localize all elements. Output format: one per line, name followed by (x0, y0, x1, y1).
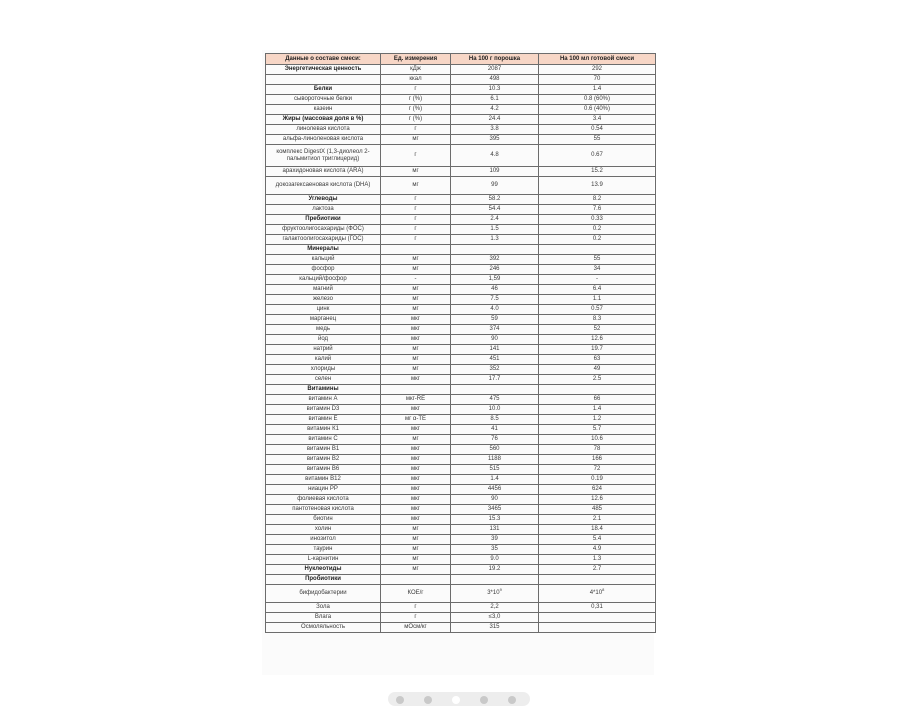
cell-per-100ml: 2.7 (539, 565, 656, 575)
cell-unit: г (381, 195, 451, 205)
cell-unit: мкг (381, 315, 451, 325)
cell-per-100g: 17.7 (451, 375, 539, 385)
cell-name: инозитол (266, 535, 381, 545)
cell-name: биотин (266, 515, 381, 525)
composition-table (265, 53, 656, 633)
table-row (266, 435, 656, 445)
table-row (266, 455, 656, 465)
table-row (266, 405, 656, 415)
cell-per-100g: 46 (451, 285, 539, 295)
cell-per-100g: 392 (451, 255, 539, 265)
cell-per-100g (451, 385, 539, 395)
cell-per-100ml: 49 (539, 365, 656, 375)
cell-name: калий (266, 355, 381, 365)
table-row (266, 167, 656, 177)
cell-unit: мкг (381, 485, 451, 495)
table-row (266, 623, 656, 633)
cell-per-100g: 246 (451, 265, 539, 275)
cell-per-100g: ≤3,0 (451, 613, 539, 623)
cell-per-100ml: 2.5 (539, 375, 656, 385)
table-row (266, 375, 656, 385)
cell-name: казеин (266, 105, 381, 115)
cell-name: фруктоолигосахариды (ФОС) (266, 225, 381, 235)
cell-name: Пробиотики (266, 575, 381, 585)
cell-per-100ml: 166 (539, 455, 656, 465)
cell-per-100ml: 34 (539, 265, 656, 275)
cell-per-100ml: 52 (539, 325, 656, 335)
table-row (266, 603, 656, 613)
cell-per-100g: 35 (451, 545, 539, 555)
cell-unit: мкг (381, 325, 451, 335)
cell-unit: мкг (381, 405, 451, 415)
cell-unit: мОсм/кг (381, 623, 451, 633)
cell-per-100g: 58.2 (451, 195, 539, 205)
cell-per-100g: $3*10^9$ (451, 585, 539, 603)
cell-unit: мкг (381, 475, 451, 485)
cell-unit: мг (381, 177, 451, 195)
cell-per-100ml: 1.3 (539, 555, 656, 565)
cell-unit: мкг (381, 445, 451, 455)
cell-unit: мкг (381, 375, 451, 385)
cell-unit: мг (381, 285, 451, 295)
cell-name: кальций (266, 255, 381, 265)
cell-per-100g: 99 (451, 177, 539, 195)
carousel-dot[interactable] (424, 696, 432, 704)
cell-per-100ml (539, 575, 656, 585)
cell-name: фосфор (266, 265, 381, 275)
cell-name: сывороточные белки (266, 95, 381, 105)
table-row (266, 285, 656, 295)
cell-per-100ml: 1.1 (539, 295, 656, 305)
cell-unit (381, 245, 451, 255)
carousel-dot[interactable] (508, 696, 516, 704)
cell-unit: мг (381, 555, 451, 565)
cell-unit: мг (381, 295, 451, 305)
cell-name: Минералы (266, 245, 381, 255)
table-row (266, 415, 656, 425)
cell-per-100g: 54.4 (451, 205, 539, 215)
table-row (266, 135, 656, 145)
cell-name: витамин С (266, 435, 381, 445)
cell-unit: г (381, 225, 451, 235)
table-row (266, 205, 656, 215)
cell-name: витамин В1 (266, 445, 381, 455)
cell-per-100ml: 55 (539, 255, 656, 265)
cell-unit: мг (381, 545, 451, 555)
cell-per-100ml: 6.4 (539, 285, 656, 295)
cell-name: Нуклеотиды (266, 565, 381, 575)
cell-per-100ml: 5.7 (539, 425, 656, 435)
table-row (266, 225, 656, 235)
cell-per-100ml (539, 623, 656, 633)
table-row (266, 475, 656, 485)
table-row (266, 345, 656, 355)
table-row (266, 195, 656, 205)
cell-per-100ml: 0.2 (539, 235, 656, 245)
cell-per-100ml: 2.1 (539, 515, 656, 525)
cell-per-100ml: 19.7 (539, 345, 656, 355)
cell-per-100ml: 0.54 (539, 125, 656, 135)
cell-per-100ml: 0,31 (539, 603, 656, 613)
cell-unit: мг (381, 525, 451, 535)
header-per-100g: На 100 г порошка (451, 54, 539, 65)
cell-unit: г (%) (381, 115, 451, 125)
cell-unit: мкг (381, 465, 451, 475)
cell-per-100g: 76 (451, 435, 539, 445)
cell-per-100ml: 7.6 (539, 205, 656, 215)
cell-per-100g: 4456 (451, 485, 539, 495)
cell-per-100g: 2087 (451, 65, 539, 75)
cell-per-100ml: 3.4 (539, 115, 656, 125)
cell-per-100g: 109 (451, 167, 539, 177)
cell-per-100g: 8.5 (451, 415, 539, 425)
cell-per-100ml: 63 (539, 355, 656, 365)
cell-per-100g: 1,59 (451, 275, 539, 285)
cell-name: L-карнитин (266, 555, 381, 565)
cell-name: железо (266, 295, 381, 305)
cell-per-100g: 1.5 (451, 225, 539, 235)
cell-per-100g: 59 (451, 315, 539, 325)
cell-per-100g: 1.4 (451, 475, 539, 485)
cell-per-100g: 9.0 (451, 555, 539, 565)
cell-per-100g: 141 (451, 345, 539, 355)
cell-per-100ml: 10.6 (539, 435, 656, 445)
table-row (266, 445, 656, 455)
header-composition: Данные о составе смеси: (266, 54, 381, 65)
table-row (266, 565, 656, 575)
table-row (266, 535, 656, 545)
cell-unit: мг (381, 435, 451, 445)
cell-per-100g: 4.2 (451, 105, 539, 115)
cell-name: арахидоновая кислота (ARA) (266, 167, 381, 177)
cell-per-100ml: 0.67 (539, 145, 656, 167)
cell-per-100g (451, 245, 539, 255)
table-row (266, 365, 656, 375)
table-row (266, 395, 656, 405)
cell-name: медь (266, 325, 381, 335)
cell-name: витамин А (266, 395, 381, 405)
cell-unit: г (381, 125, 451, 135)
table-row (266, 325, 656, 335)
cell-name: Зола (266, 603, 381, 613)
cell-per-100g: 39 (451, 535, 539, 545)
table-row (266, 555, 656, 565)
cell-unit (381, 385, 451, 395)
table-row (266, 525, 656, 535)
cell-name: холин (266, 525, 381, 535)
table-row (266, 115, 656, 125)
cell-unit: г (381, 603, 451, 613)
exponent: 9 (499, 587, 502, 592)
table-row (266, 495, 656, 505)
cell-unit: г (381, 235, 451, 245)
table-row (266, 295, 656, 305)
cell-per-100g: 2.4 (451, 215, 539, 225)
cell-per-100ml: 72 (539, 465, 656, 475)
table-row (266, 335, 656, 345)
cell-name: Жиры (массовая доля в %) (266, 115, 381, 125)
cell-per-100g: 374 (451, 325, 539, 335)
cell-name: фолиевая кислота (266, 495, 381, 505)
cell-unit: мг (381, 355, 451, 365)
cell-unit: мкг (381, 425, 451, 435)
carousel-indicator (388, 692, 530, 706)
cell-name: лактоза (266, 205, 381, 215)
cell-per-100ml: 0.6 (40%) (539, 105, 656, 115)
cell-name: Влага (266, 613, 381, 623)
cell-name: комплекс DigestX (1,3-диолеол 2-пальмитиол триглицерид) (266, 145, 381, 167)
cell-per-100ml: 0.33 (539, 215, 656, 225)
table-row (266, 105, 656, 115)
cell-per-100g: 1.3 (451, 235, 539, 245)
table-row (266, 85, 656, 95)
cell-name (266, 75, 381, 85)
table-row (266, 545, 656, 555)
cell-unit: мг (381, 167, 451, 177)
cell-unit: мг (381, 565, 451, 575)
table-row (266, 613, 656, 623)
cell-unit: г (381, 85, 451, 95)
cell-name: Углеводы (266, 195, 381, 205)
cell-per-100ml: 1.2 (539, 415, 656, 425)
cell-per-100ml: 4.9 (539, 545, 656, 555)
header-unit: Ед. измерения (381, 54, 451, 65)
table-row (266, 215, 656, 225)
table-row (266, 275, 656, 285)
cell-unit: мг α-ТЕ (381, 415, 451, 425)
cell-unit: кДж (381, 65, 451, 75)
cell-unit: мг (381, 305, 451, 315)
cell-name: таурин (266, 545, 381, 555)
cell-unit: мг (381, 345, 451, 355)
cell-name: йод (266, 335, 381, 345)
cell-per-100g: 4.0 (451, 305, 539, 315)
cell-name: марганец (266, 315, 381, 325)
table-row (266, 465, 656, 475)
cell-per-100g: 90 (451, 495, 539, 505)
cell-per-100ml: 55 (539, 135, 656, 145)
cell-per-100g: 90 (451, 335, 539, 345)
cell-name: хлориды (266, 365, 381, 375)
cell-name: витамин В6 (266, 465, 381, 475)
cell-per-100g: 395 (451, 135, 539, 145)
cell-unit: мкг (381, 515, 451, 525)
cell-per-100ml: 0.19 (539, 475, 656, 485)
cell-per-100ml: $4*10^8$ (539, 585, 656, 603)
cell-name: Осмоляльность (266, 623, 381, 633)
cell-per-100ml: 1.4 (539, 405, 656, 415)
cell-name: селен (266, 375, 381, 385)
table-row (266, 65, 656, 75)
cell-name: Витамины (266, 385, 381, 395)
cell-per-100g: 2,2 (451, 603, 539, 613)
cell-name: витамин Е (266, 415, 381, 425)
cell-name: Белки (266, 85, 381, 95)
cell-name: линолевая кислота (266, 125, 381, 135)
cell-per-100g: 24.4 (451, 115, 539, 125)
cell-unit: мг (381, 265, 451, 275)
cell-per-100g: 3.8 (451, 125, 539, 135)
cell-name: докозагексаеновая кислота (DHA) (266, 177, 381, 195)
cell-per-100ml: 18.4 (539, 525, 656, 535)
cell-per-100ml: 12.6 (539, 495, 656, 505)
cell-per-100ml (539, 613, 656, 623)
carousel-dot[interactable] (396, 696, 404, 704)
cell-per-100ml (539, 245, 656, 255)
cell-unit: г (381, 145, 451, 167)
cell-per-100g: 7.5 (451, 295, 539, 305)
table-row (266, 355, 656, 365)
cell-unit: мг (381, 365, 451, 375)
table-header-row (266, 54, 656, 65)
table-row (266, 245, 656, 255)
cell-per-100g: 19.2 (451, 565, 539, 575)
cell-unit: мкг (381, 495, 451, 505)
header-per-100ml: На 100 мл готовой смеси (539, 54, 656, 65)
cell-name: Энергетическая ценность (266, 65, 381, 75)
cell-unit: КОЕ/г (381, 585, 451, 603)
cell-per-100g: 3465 (451, 505, 539, 515)
cell-name: магний (266, 285, 381, 295)
cell-name: альфа-линоленовая кислота (266, 135, 381, 145)
cell-per-100g: 315 (451, 623, 539, 633)
table-row (266, 265, 656, 275)
cell-per-100g: 15.3 (451, 515, 539, 525)
cell-name: кальций/фосфор (266, 275, 381, 285)
cell-unit: мкг (381, 505, 451, 515)
cell-unit (381, 575, 451, 585)
cell-per-100g: 6.1 (451, 95, 539, 105)
cell-per-100ml: 70 (539, 75, 656, 85)
cell-per-100ml: 485 (539, 505, 656, 515)
cell-unit: г (381, 205, 451, 215)
cell-unit: ккал (381, 75, 451, 85)
cell-name: галактоолигосахариды (ГОС) (266, 235, 381, 245)
cell-per-100g: 475 (451, 395, 539, 405)
cell-per-100ml: 292 (539, 65, 656, 75)
cell-per-100ml: 15.2 (539, 167, 656, 177)
table-row (266, 255, 656, 265)
table-row (266, 425, 656, 435)
cell-unit: г (%) (381, 105, 451, 115)
table-row (266, 485, 656, 495)
cell-per-100g: 560 (451, 445, 539, 455)
cell-per-100g: 4.8 (451, 145, 539, 167)
cell-per-100ml: 5.4 (539, 535, 656, 545)
cell-per-100g: 10.3 (451, 85, 539, 95)
cell-unit: мкг (381, 335, 451, 345)
carousel-dot[interactable] (480, 696, 488, 704)
cell-per-100ml (539, 385, 656, 395)
table-row (266, 305, 656, 315)
cell-per-100g: 41 (451, 425, 539, 435)
cell-name: пантотеновая кислота (266, 505, 381, 515)
cell-name: витамин D3 (266, 405, 381, 415)
table-row (266, 235, 656, 245)
cell-name: бифидобактерии (266, 585, 381, 603)
cell-per-100ml: 66 (539, 395, 656, 405)
cell-unit: мг (381, 135, 451, 145)
cell-name: ниацин РР (266, 485, 381, 495)
cell-per-100ml: 1.4 (539, 85, 656, 95)
table-row (266, 585, 656, 603)
cell-unit: - (381, 275, 451, 285)
cell-per-100g: 1188 (451, 455, 539, 465)
table-row (266, 145, 656, 167)
cell-per-100ml: 0.57 (539, 305, 656, 315)
cell-per-100ml: 12.6 (539, 335, 656, 345)
cell-unit: мг (381, 255, 451, 265)
cell-per-100ml: 0.8 (60%) (539, 95, 656, 105)
cell-per-100g: 498 (451, 75, 539, 85)
cell-per-100g: 451 (451, 355, 539, 365)
table-row (266, 315, 656, 325)
cell-per-100ml: 8.2 (539, 195, 656, 205)
cell-per-100g: 131 (451, 525, 539, 535)
cell-per-100ml: 8.3 (539, 315, 656, 325)
cell-name: Пребиотики (266, 215, 381, 225)
table-row (266, 385, 656, 395)
cell-per-100ml: - (539, 275, 656, 285)
table-row (266, 125, 656, 135)
cell-name: натрий (266, 345, 381, 355)
table-row (266, 505, 656, 515)
cell-unit: г (381, 613, 451, 623)
table-row (266, 575, 656, 585)
carousel-dot[interactable] (452, 696, 460, 704)
cell-per-100ml: 624 (539, 485, 656, 495)
cell-per-100g: 515 (451, 465, 539, 475)
table-row (266, 177, 656, 195)
table-row (266, 95, 656, 105)
cell-name: витамин В12 (266, 475, 381, 485)
cell-per-100ml: 0.2 (539, 225, 656, 235)
table-row (266, 515, 656, 525)
exponent: 8 (602, 587, 605, 592)
cell-name: цинк (266, 305, 381, 315)
cell-unit: мкг (381, 455, 451, 465)
cell-unit: мкг-RE (381, 395, 451, 405)
cell-per-100g: 10.0 (451, 405, 539, 415)
cell-unit: г (%) (381, 95, 451, 105)
cell-name: витамин К1 (266, 425, 381, 435)
cell-unit: мг (381, 535, 451, 545)
table-row (266, 75, 656, 85)
cell-per-100g: 352 (451, 365, 539, 375)
cell-unit: г (381, 215, 451, 225)
cell-per-100ml: 13.9 (539, 177, 656, 195)
cell-per-100ml: 78 (539, 445, 656, 455)
cell-name: витамин В2 (266, 455, 381, 465)
cell-per-100g (451, 575, 539, 585)
